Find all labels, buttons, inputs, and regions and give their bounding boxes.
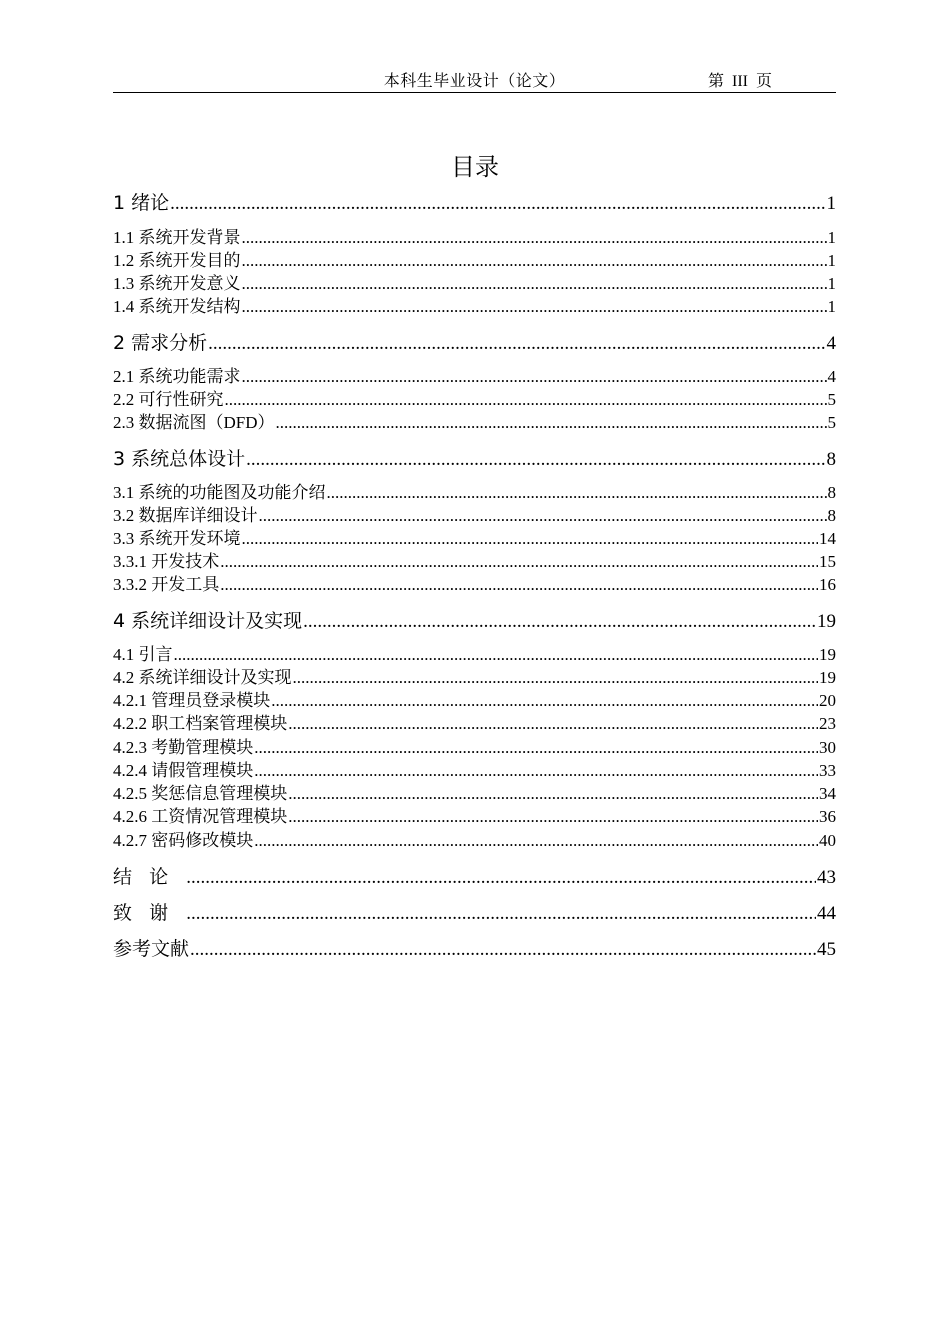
toc-entry-label: 2.2 可行性研究 xyxy=(113,390,224,409)
toc-entry[interactable] xyxy=(113,478,836,503)
header-title: 本科生毕业设计（论文） xyxy=(383,73,566,90)
toc-entry-label: 4 系统详细设计及实现 xyxy=(113,610,303,632)
toc-entry-label: 4.2.2 职工档案管理模块 xyxy=(113,714,288,733)
toc-dot-leader xyxy=(254,761,818,781)
toc-entry[interactable] xyxy=(113,328,836,355)
toc-entry[interactable] xyxy=(113,826,836,851)
toc-dot-leader xyxy=(293,668,819,688)
toc-entry-page: 14 xyxy=(819,529,836,548)
toc-dot-leader xyxy=(220,552,818,572)
toc-entry[interactable] xyxy=(113,898,836,925)
toc-entry-page: 19 xyxy=(817,611,836,632)
toc-entry-page: 44 xyxy=(817,903,836,924)
toc-dot-leader xyxy=(246,449,825,471)
toc-entry-page: 43 xyxy=(817,867,836,888)
toc-entry-label: 4.2.3 考勤管理模块 xyxy=(113,738,254,757)
toc-entry[interactable] xyxy=(113,756,836,781)
toc-entry-label: 3.3.1 开发技术 xyxy=(113,552,220,571)
toc-title: 目录 xyxy=(451,153,499,181)
toc-entry-label: 结论 xyxy=(113,866,186,888)
toc-entry-page: 8 xyxy=(826,449,836,470)
toc-entry-label: 2.1 系统功能需求 xyxy=(113,367,241,386)
toc-entry[interactable] xyxy=(113,663,836,688)
toc-entry-page: 4 xyxy=(827,367,836,386)
toc-entry-page: 16 xyxy=(819,575,836,594)
toc-entry-label: 2.3 数据流图（DFD） xyxy=(113,413,275,432)
toc-entry[interactable] xyxy=(113,408,836,433)
toc-entry-page: 36 xyxy=(819,807,836,826)
toc-dot-leader xyxy=(254,738,818,758)
toc-dot-leader xyxy=(276,413,827,433)
toc-entry-label: 1.4 系统开发结构 xyxy=(113,297,241,316)
toc-entry-page: 19 xyxy=(819,645,836,664)
toc-entry[interactable] xyxy=(113,269,836,294)
toc-entry-label: 1.1 系统开发背景 xyxy=(113,228,241,247)
toc-entry[interactable] xyxy=(113,188,836,215)
toc-dot-leader xyxy=(242,297,827,317)
toc-entry-label: 4.2.5 奖惩信息管理模块 xyxy=(113,784,288,803)
toc-entry-label: 3.1 系统的功能图及功能介绍 xyxy=(113,483,326,502)
toc-dot-leader xyxy=(170,193,825,215)
toc-entry[interactable] xyxy=(113,570,836,595)
toc-entry-label: 3.3 系统开发环境 xyxy=(113,529,241,548)
toc-entry[interactable] xyxy=(113,779,836,804)
toc-entry-page: 23 xyxy=(819,714,836,733)
toc-dot-leader xyxy=(186,903,816,925)
toc-entry-page: 40 xyxy=(819,831,836,850)
toc-entry[interactable] xyxy=(113,385,836,410)
toc-entry[interactable] xyxy=(113,802,836,827)
toc-dot-leader xyxy=(220,575,818,595)
toc-dot-leader xyxy=(186,867,816,889)
toc-dot-leader xyxy=(288,714,818,734)
header-page-number: 第 III 页 xyxy=(708,73,772,90)
toc-entry-label: 1.3 系统开发意义 xyxy=(113,274,241,293)
toc-entry-label: 致谢 xyxy=(113,902,186,924)
toc-entry-label: 1 绪论 xyxy=(113,192,170,214)
toc-entry[interactable] xyxy=(113,606,836,633)
toc-entry[interactable] xyxy=(113,501,836,526)
toc-entry[interactable] xyxy=(113,686,836,711)
toc-entry-page: 4 xyxy=(826,333,836,354)
toc-entry-page: 5 xyxy=(827,413,836,432)
toc-entry-page: 8 xyxy=(827,483,836,502)
toc-dot-leader xyxy=(288,784,818,804)
toc-entry-page: 45 xyxy=(817,939,836,960)
toc-entry-page: 33 xyxy=(819,761,836,780)
toc-entry-label: 3 系统总体设计 xyxy=(113,448,246,470)
toc-entry-page: 1 xyxy=(827,274,836,293)
toc-entry-page: 1 xyxy=(827,251,836,270)
toc-entry-label: 3.3.2 开发工具 xyxy=(113,575,220,594)
toc-dot-leader xyxy=(254,831,818,851)
toc-dot-leader xyxy=(303,611,816,633)
toc-entry-label: 3.2 数据库详细设计 xyxy=(113,506,258,525)
toc-dot-leader xyxy=(242,251,827,271)
toc-dot-leader xyxy=(288,807,818,827)
toc-entry-page: 1 xyxy=(827,228,836,247)
toc-entry[interactable] xyxy=(113,362,836,387)
toc-entry-label: 4.2.6 工资情况管理模块 xyxy=(113,807,288,826)
toc-entry[interactable] xyxy=(113,444,836,471)
toc-entry-label: 2 需求分析 xyxy=(113,332,208,354)
toc-entry-page: 20 xyxy=(819,691,836,710)
page-header xyxy=(113,66,836,93)
toc-entry[interactable] xyxy=(113,733,836,758)
toc-entry[interactable] xyxy=(113,934,836,961)
toc-entry-page: 8 xyxy=(827,506,836,525)
toc-entry-page: 5 xyxy=(827,390,836,409)
toc-entry-label: 4.2 系统详细设计及实现 xyxy=(113,668,292,687)
toc-dot-leader xyxy=(242,529,819,549)
toc-entry-page: 1 xyxy=(826,193,836,214)
toc-entry[interactable] xyxy=(113,524,836,549)
toc-entry[interactable] xyxy=(113,709,836,734)
toc-entry-label: 参考文献 xyxy=(113,938,190,960)
toc-entry[interactable] xyxy=(113,862,836,889)
toc-dot-leader xyxy=(242,274,827,294)
toc-entry[interactable] xyxy=(113,223,836,248)
toc-entry-label: 4.2.7 密码修改模块 xyxy=(113,831,254,850)
toc-entry-page: 30 xyxy=(819,738,836,757)
toc-dot-leader xyxy=(190,939,816,961)
toc-entry-page: 34 xyxy=(819,784,836,803)
toc-dot-leader xyxy=(271,691,818,711)
toc-dot-leader xyxy=(174,645,819,665)
toc-dot-leader xyxy=(259,506,827,526)
toc-entry-label: 1.2 系统开发目的 xyxy=(113,251,241,270)
toc-entry[interactable] xyxy=(113,547,836,572)
toc-entry-page: 1 xyxy=(827,297,836,316)
toc-entry[interactable] xyxy=(113,246,836,271)
toc-entry-label: 4.2.1 管理员登录模块 xyxy=(113,691,271,710)
toc-entry-page: 19 xyxy=(819,668,836,687)
toc-entry-page: 15 xyxy=(819,552,836,571)
toc-entry[interactable] xyxy=(113,640,836,665)
toc-entry-label: 4.2.4 请假管理模块 xyxy=(113,761,254,780)
toc-dot-leader xyxy=(208,333,825,355)
toc-entry[interactable] xyxy=(113,292,836,317)
toc-dot-leader xyxy=(327,483,827,503)
toc-dot-leader xyxy=(242,367,827,387)
toc-dot-leader xyxy=(225,390,827,410)
toc-dot-leader xyxy=(242,228,827,248)
toc-entry-label: 4.1 引言 xyxy=(113,645,173,664)
